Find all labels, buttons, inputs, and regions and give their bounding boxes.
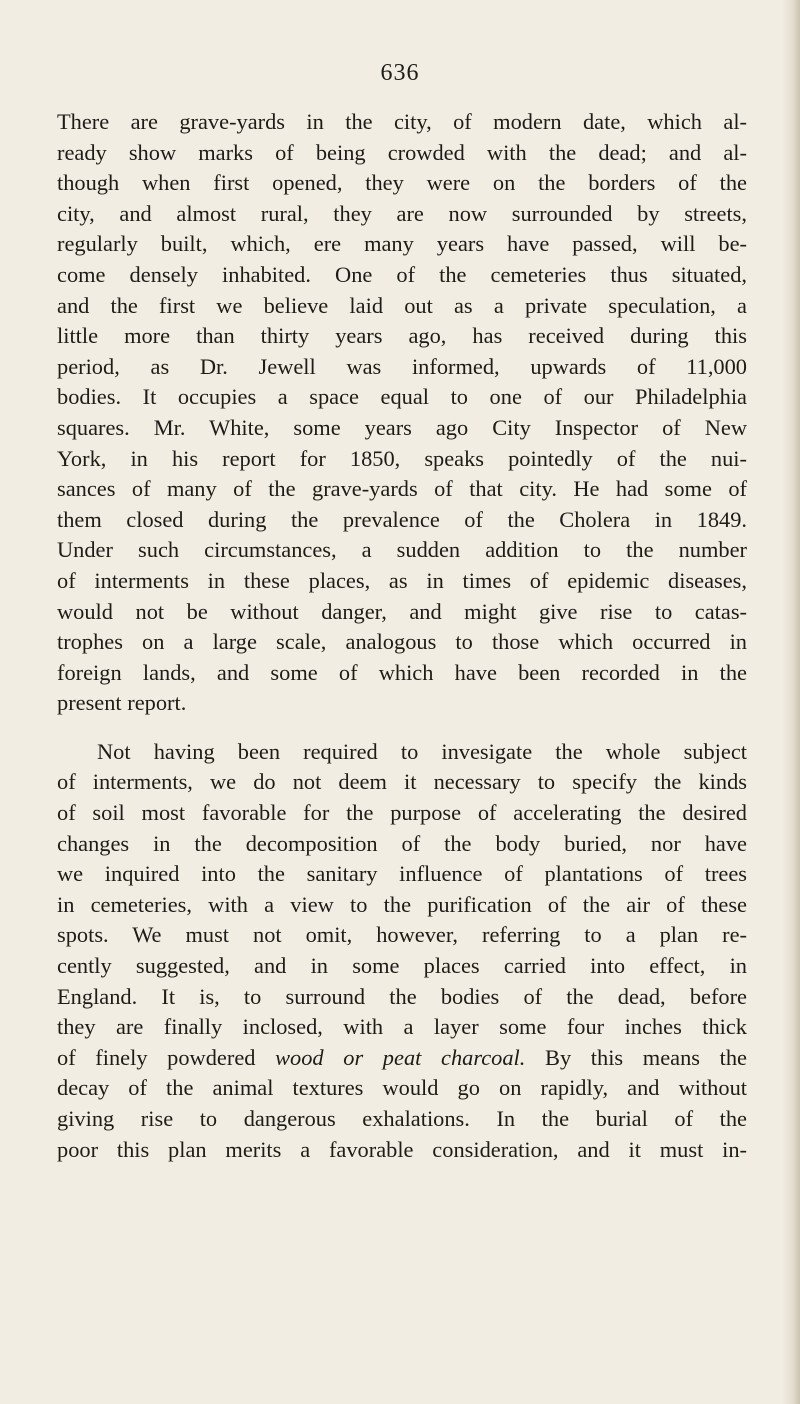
text-line: we inquired into the sanitary influence of plantations of trees [57,861,747,887]
text-line: spots. We must not omit, however, referring to a plan re- [57,922,747,948]
body-text [57,107,747,1165]
page-number: 636 [380,60,420,86]
text-line: Under such circumstances, a sudden addition to the number [57,537,747,563]
paragraph-1 [57,107,747,719]
text-line: come densely inhabited. One of the cemeteries thus situated, [57,261,747,287]
text-line: of soil most favorable for the purpose of accelerating the desired [57,800,747,826]
italic-text: wood or peat charcoal. [275,1044,526,1070]
text-line: bodies. It occupies a space equal to one of our Philadelphia [57,384,747,410]
text-line-with-italic [57,1043,747,1074]
text-line: York, in his report for 1850, speaks pointedly of the nui- [57,445,747,471]
text-line: ready show marks of being crowded with the dead; and al- [57,139,747,165]
text-line: England. It is, to surround the bodies of the dead, before [57,983,747,1009]
paragraph-spacer [57,719,747,737]
text-line: cently suggested, and in some places carried into effect, in [57,953,747,979]
text-line: in cemeteries, with a view to the purification of the air of these [57,891,747,917]
text-line: giving rise to dangerous exhalations. In the burial of the [57,1106,747,1131]
text-line: though when first opened, they were on the borders of the [57,170,747,196]
text-run: By this means the [525,1044,747,1070]
text-line: they are finally inclosed, with a layer some four inches thick [57,1014,747,1040]
text-line: of interments, we do not deem it necessary to specify the kinds [57,769,747,795]
text-line: regularly built, which, ere many years have passed, will be- [57,231,747,257]
text-line: little more than thirty years ago, has received during this [57,323,747,349]
text-line: of interments in these places, as in times of epidemic diseases, [57,567,747,593]
text-line: trophes on a large scale, analogous to those which occurred in [57,629,747,655]
text-line: and the first we believe laid out as a private speculation, a [57,292,747,318]
text-line: foreign lands, and some of which have been recorded in the [57,659,747,685]
text-line: them closed during the prevalence of the Cholera in 1849. [57,506,747,532]
text-line: would not be without danger, and might give rise to catas- [57,598,747,624]
paragraph-2 [57,737,747,1165]
text-line: period, as Dr. Jewell was informed, upwards of 11,000 [57,353,747,379]
text-line: changes in the decomposition of the body buried, nor have [57,830,747,856]
text-line: present report. [57,690,187,716]
text-line: city, and almost rural, they are now surrounded by streets, [57,200,747,226]
text-line: Not having been required to invesigate the whole subject [97,738,747,764]
text-run: of finely powdered [57,1044,276,1070]
text-line: poor this plan merits a favorable consideration, and it must in- [57,1136,747,1162]
text-line: decay of the animal textures would go on rapidly, and without [57,1075,747,1101]
text-line: squares. Mr. White, some years ago City Inspector of New [57,414,747,440]
page-edge-shadow [782,0,800,1404]
text-line: sances of many of the grave-yards of that city. He had some of [57,476,747,502]
text-line: There are grave-yards in the city, of modern date, which al- [57,109,747,134]
